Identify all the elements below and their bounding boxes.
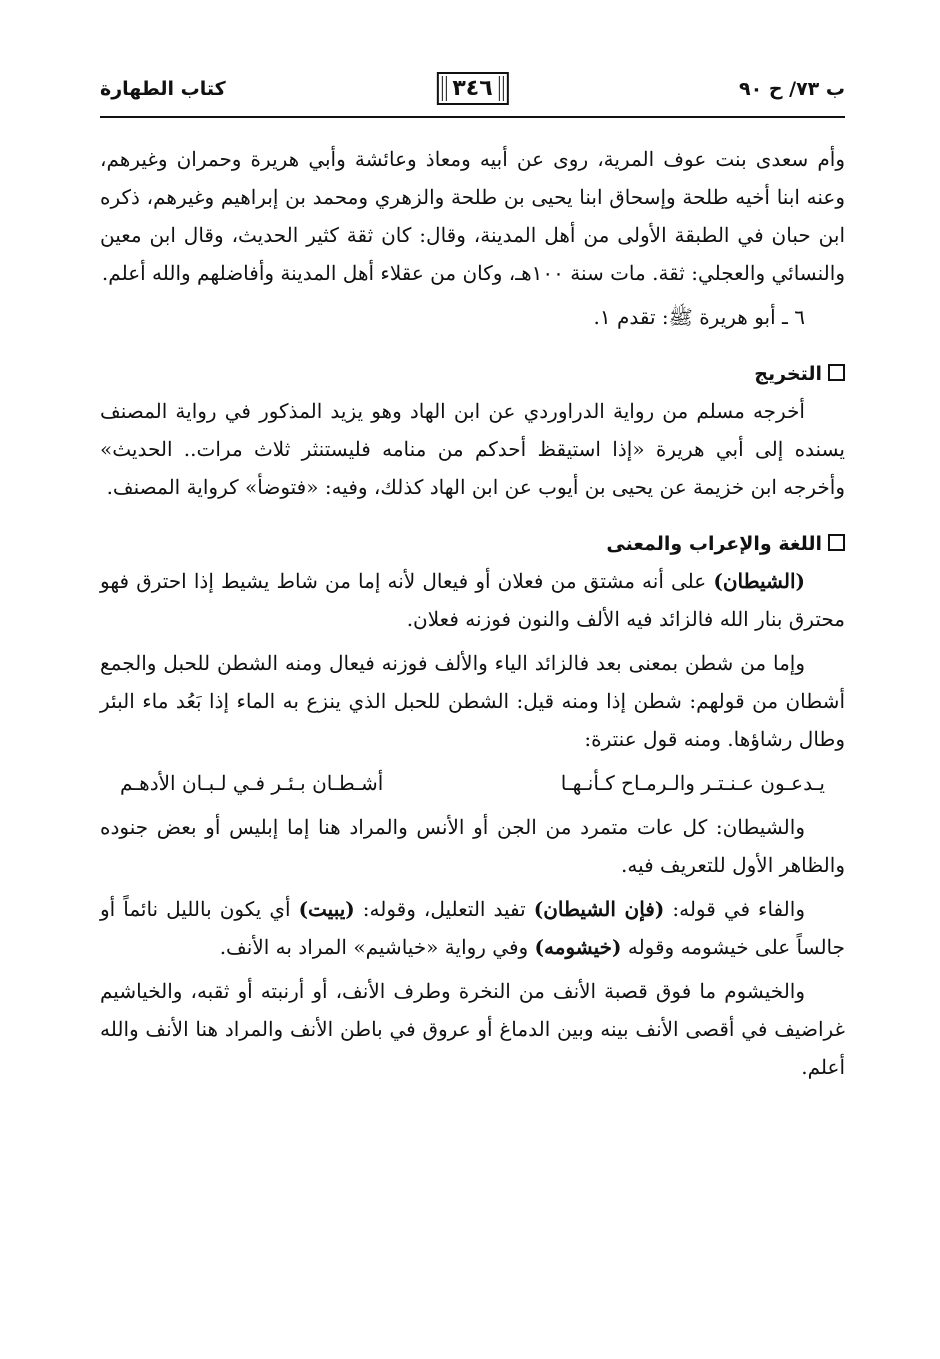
checkbox-square-icon (828, 534, 845, 551)
checkbox-square-icon (828, 364, 845, 381)
term-shaytan: (الشيطان) (713, 569, 805, 593)
paragraph-text: على أنه مشتق من فعلان أو فيعال لأنه إما من شاط يشيط إذا احترق فهو محترق بنار الله فالزائد فيه الألف والنون فوزنه فعلان. (100, 569, 845, 631)
paragraph-fa-taleel (100, 890, 845, 966)
term-khayshoom: (خيشومه) (534, 935, 622, 959)
paragraph-text: أي يكون بالليل نائماً أو جالساً على خيشومه وقوله (100, 897, 845, 959)
poetry-verse (100, 764, 845, 802)
paragraph-shaytan (100, 562, 845, 638)
section-title-text: اللغة والإعراب والمعنى (606, 533, 822, 555)
chapter-reference: ب ٧٣/ ح ٩٠ (739, 78, 845, 100)
page-number: ٣٤٦ (436, 72, 508, 105)
book-page (100, 72, 845, 1086)
verse-second-half: أشـطـان بـئـر فـي لـبـان الأدهـم (120, 771, 384, 795)
paragraph-text: تفيد التعليل، وقوله: (354, 897, 534, 921)
book-title: كتاب الطهارة (100, 78, 226, 100)
paragraph-abu-hurayra: ٦ ـ أبو هريرة ﷺ: تقدم ١. (593, 305, 805, 329)
page-body (100, 140, 845, 1086)
section-title-lugha (100, 526, 845, 562)
verse-first-half: يـدعـون عـنـتـر والـرمـاح كـأنـهـا (560, 771, 825, 795)
paragraph-shaytan-definition: والشيطان: كل عات متمرد من الجن أو الأنس والمراد هنا إما إبليس أو بعض جنوده والظاهر الأول للتعريف فيه. (100, 815, 845, 877)
page-header (100, 72, 845, 118)
term-fa-inna: (فإن الشيطان) (533, 897, 665, 921)
paragraph-shatana: وإما من شطن بمعنى بعد فالزائد الياء والألف فوزنه فيعال ومنه الشطن للحبل والجمع أشطان من قولهم: شطن إذا ومنه قيل: الشطن للحبل الذي ينزع به الماء إذا بَعُد ماء البئر وطال رشاؤها. ومنه قول عنترة: (100, 651, 845, 751)
paragraph-text: وفي رواية «خياشيم» المراد به الأنف. (219, 935, 535, 959)
term-yabeet: (يبيت) (298, 897, 355, 921)
paragraph-khayshoom: والخيشوم ما فوق قصبة الأنف من النخرة وطرف الأنف، أو أرنبته أو ثقبه، والخياشيم غراضيف في أقصى الأنف بينه وبين الدماغ أو عروق في باطن الأنف والمراد هنا الأنف والله أعلم. (100, 979, 845, 1079)
section-title-text: التخريج (754, 363, 822, 385)
paragraph-text: والفاء في قوله: (664, 897, 805, 921)
paragraph-narrator-bio: وأم سعدى بنت عوف المرية، روى عن أبيه ومعاذ وعائشة وأبي هريرة وحمران وغيرهم، وعنه ابنا أخيه طلحة وإسحاق ابنا يحيى بن طلحة والزهري ومحمد بن إبراهيم وغيرهم، ذكره ابن حبان في الطبقة الأولى من أهل المدينة، وقال: كان ثقة كثير الحديث، وقال ابن معين والنسائي والعجلي: ثقة. مات سنة ١٠٠هـ، وكان من عقلاء أهل المدينة وأفاضلهم والله أعلم. (100, 147, 845, 285)
section-title-takhrij (100, 356, 845, 392)
paragraph-takhrij: أخرجه مسلم من رواية الدراوردي عن ابن الهاد وهو يزيد المذكور في رواية المصنف يسنده إلى أبي هريرة «إذا استيقظ أحدكم من منامه فليستنثر ثلاث مرات.. الحديث» وأخرجه ابن خزيمة عن يحيى بن أيوب عن ابن الهاد كذلك، وفيه: «فتوضأ» كرواية المصنف. (100, 399, 845, 499)
